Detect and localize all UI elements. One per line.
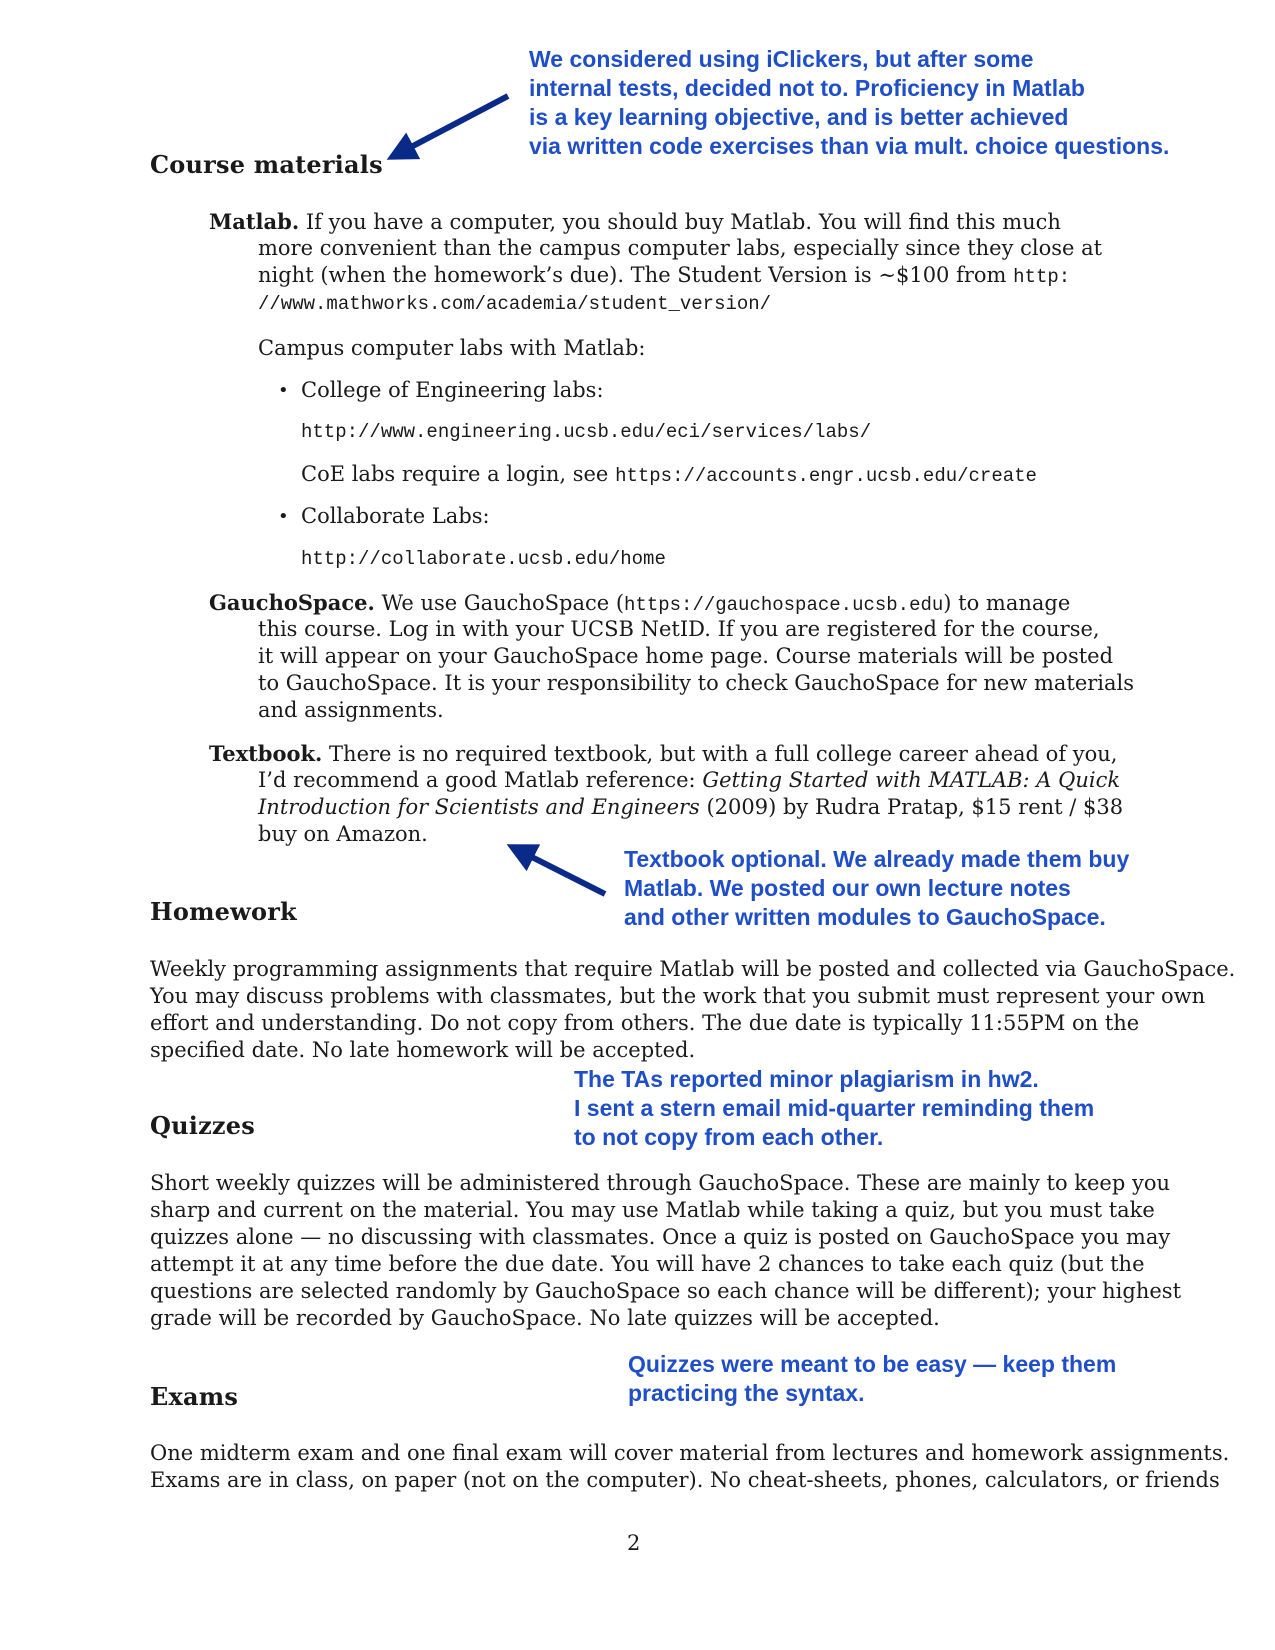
matlab-body: [258, 235, 1103, 318]
lab-name: College of Engineering labs:: [301, 378, 604, 402]
matlab-line-text: night (when the homework’s due). The Student Version is ∼$100 from: [258, 263, 1007, 287]
annotation-textbook: [624, 845, 1129, 932]
bullet-icon: •: [278, 380, 289, 401]
gauchospace-line: this course. Log in with your UCSB NetID. If you are registered for the course,: [258, 617, 1100, 641]
annotation-line: We considered using iClickers, but after some: [529, 46, 1034, 72]
textbook-body: [258, 767, 1124, 848]
annotation-line: Textbook optional. We already made them buy: [624, 846, 1130, 872]
book-title: Introduction for Scientists and Engineers: [258, 795, 700, 819]
section-heading-homework: Homework: [150, 897, 297, 926]
textbook-line: [258, 767, 1121, 794]
coe-login-note: [301, 461, 1037, 490]
gauchospace-term: GauchoSpace.: [209, 590, 375, 615]
book-title: Getting Started with MATLAB: A Quick: [702, 768, 1121, 792]
textbook-text: There is no required textbook, but with a full college career ahead of you,: [329, 742, 1118, 766]
textbook-text: I’d recommend a good Matlab reference:: [258, 768, 703, 792]
gauchospace-text: We use GauchoSpace (: [381, 591, 625, 615]
section-heading-quizzes: Quizzes: [150, 1111, 255, 1140]
section-heading-course-materials: Course materials: [150, 150, 383, 179]
annotation-iclickers: [529, 45, 1169, 161]
gauchospace-first-line: [209, 589, 1071, 619]
annotation-line: I sent a stern email mid-quarter reminding them: [574, 1095, 1095, 1121]
textbook-first-line: [209, 740, 1118, 768]
matlab-line: more convenient than the campus computer labs, especially since they close at: [258, 236, 1103, 260]
textbook-text: (2009) by Rudra Pratap, $15 rent / $38: [699, 795, 1124, 819]
quizzes-line: Short weekly quizzes will be administered through GauchoSpace. These are mainly to keep you: [150, 1171, 1170, 1195]
annotation-plagiarism: [574, 1065, 1094, 1152]
quizzes-line: sharp and current on the material. You may use Matlab while taking a quiz, but you must take: [150, 1198, 1155, 1222]
textbook-entry: [209, 740, 1118, 768]
exams-paragraph: [150, 1440, 1230, 1494]
annotation-line: via written code exercises than via mult. choice questions.: [529, 133, 1170, 159]
mathworks-link-continued[interactable]: //www.mathworks.com/academia/student_version/: [258, 293, 772, 315]
homework-line: You may discuss problems with classmates, but the work that you submit must represent your own: [150, 984, 1206, 1008]
gauchospace-link[interactable]: https://gauchospace.ucsb.edu: [624, 594, 944, 616]
annotation-quizzes: [628, 1350, 1116, 1408]
gauchospace-line: to GauchoSpace. It is your responsibility to check GauchoSpace for new materials: [258, 671, 1135, 695]
accounts-link[interactable]: https://accounts.engr.ucsb.edu/create: [615, 465, 1037, 487]
homework-line: Weekly programming assignments that require Matlab will be posted and collected via GauchoSpace.: [150, 957, 1236, 981]
textbook-line: [258, 794, 1124, 821]
textbook-line: buy on Amazon.: [258, 822, 428, 846]
homework-line: effort and understanding. Do not copy from others. The due date is typically 11:55PM on the: [150, 1011, 1140, 1035]
collaborate-link[interactable]: http://collaborate.ucsb.edu/home: [301, 548, 666, 570]
lab-name: Collaborate Labs:: [301, 504, 490, 528]
page-number: 2: [627, 1531, 641, 1555]
quizzes-line: grade will be recorded by GauchoSpace. No late quizzes will be accepted.: [150, 1306, 940, 1330]
annotation-line: Matlab. We posted our own lecture notes: [624, 875, 1071, 901]
annotation-line: practicing the syntax.: [628, 1380, 865, 1406]
gauchospace-entry: [209, 589, 1071, 619]
annotation-line: The TAs reported minor plagiarism in hw2.: [574, 1066, 1039, 1092]
homework-paragraph: [150, 956, 1236, 1064]
gauchospace-text: ) to manage: [943, 591, 1071, 615]
quizzes-paragraph: [150, 1170, 1182, 1332]
annotation-line: and other written modules to GauchoSpace.: [624, 904, 1106, 930]
matlab-first-line: [209, 208, 1059, 236]
quizzes-line: questions are selected randomly by GauchoSpace so each chance will be different); your highest: [150, 1279, 1182, 1303]
matlab-term: Matlab.: [209, 209, 300, 234]
mathworks-link[interactable]: http:: [1013, 266, 1071, 288]
exams-line: Exams are in class, on paper (not on the computer). No cheat-sheets, phones, calculators, or friends: [150, 1468, 1220, 1492]
section-heading-exams: Exams: [150, 1382, 239, 1411]
bullet-icon: •: [278, 506, 289, 527]
gauchospace-body: [258, 616, 1135, 724]
coe-login-text: CoE labs require a login, see: [301, 462, 609, 486]
matlab-entry: [209, 208, 1059, 236]
matlab-line: [258, 262, 1071, 291]
annotation-line: is a key learning objective, and is better achieved: [529, 104, 1069, 130]
quizzes-line: quizzes alone — no discussing with classmates. Once a quiz is posted on GauchoSpace you may: [150, 1225, 1171, 1249]
matlab-text: If you have a computer, you should buy Matlab. You will find this much: [305, 210, 1061, 234]
arrow-to-textbook: [512, 847, 605, 894]
annotation-line: Quizzes were meant to be easy — keep them: [628, 1351, 1117, 1377]
labs-intro: Campus computer labs with Matlab:: [258, 336, 646, 360]
annotation-line: internal tests, decided not to. Proficiency in Matlab: [529, 75, 1085, 101]
quizzes-line: attempt it at any time before the due date. You will have 2 chances to take each quiz (but the: [150, 1252, 1145, 1276]
exams-line: One midterm exam and one final exam will cover material from lectures and homework assignments.: [150, 1441, 1230, 1465]
textbook-term: Textbook.: [209, 741, 323, 766]
homework-line: specified date. No late homework will be accepted.: [150, 1038, 696, 1062]
gauchospace-line: and assignments.: [258, 698, 444, 722]
annotation-line: to not copy from each other.: [574, 1124, 884, 1150]
gauchospace-line: it will appear on your GauchoSpace home page. Course materials will be posted: [258, 644, 1114, 668]
engineering-labs-link[interactable]: http://www.engineering.ucsb.edu/eci/services/labs/: [301, 421, 872, 443]
arrow-to-course-materials: [392, 96, 508, 157]
